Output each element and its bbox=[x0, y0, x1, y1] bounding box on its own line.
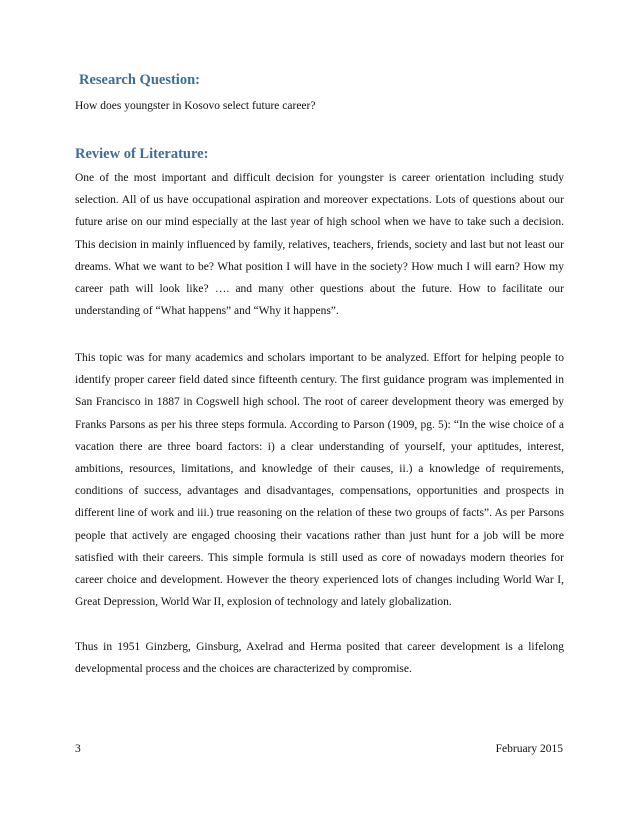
footer-date: February 2015 bbox=[495, 743, 563, 755]
literature-paragraph-3: Thus in 1951 Ginzberg, Ginsburg, Axelrad and Herma posited that career development is a lifelong developmental process and the choices are characterized by compromise. bbox=[75, 641, 564, 676]
literature-paragraph-1: One of the most important and difficult decision for youngster is career orientation including study selection. All of us have occupational aspiration and moreover expectations. Lots of questions about our future arise on our mind especially at the last year of high school when we have to take such a decision. This decision in mainly influenced by family, relatives, teachers, friends, society and last but not least our dreams. What we want to be? What position I will have in the society? How much I will earn? How my career path will look like? …. and many other questions about the future. How to facilitate our understanding of “What happens” and “Why it happens”. bbox=[75, 172, 564, 318]
review-of-literature-heading: Review of Literature: bbox=[75, 146, 209, 162]
page-number: 3 bbox=[75, 743, 81, 755]
literature-paragraph-2: This topic was for many academics and scholars important to be analyzed. Effort for helping people to identify proper career field dated since fifteenth century. The first guidance program was implemented in San Francisco in 1887 in Cogswell high school. The root of career development theory was emerged by Franks Parsons as per his three steps formula. According to Parson (1909, pg. 5): “In the wise choice of a vacation there are three board factors: i) a clear understanding of yourself, your aptitudes, interest, ambitions, resources, limitations, and knowledge of their causes, ii.) a knowledge of requirements, conditions of success, advantages and disadvantages, compensations, opportunities and prospects in different line of work and iii.) true reasoning on the relation of these two groups of facts”. As per Parsons people that actively are engaged choosing their vacations rather than just hunt for a job will be more satisfied with their careers. This simple formula is still used as core of nowadays modern theories for career choice and development. However the theory experienced lots of changes including World War I, Great Depression, World War II, explosion of technology and lately globalization. bbox=[75, 352, 564, 609]
research-question-text: How does youngster in Kosovo select future career? bbox=[75, 100, 316, 112]
research-question-heading: Research Question: bbox=[79, 72, 200, 88]
